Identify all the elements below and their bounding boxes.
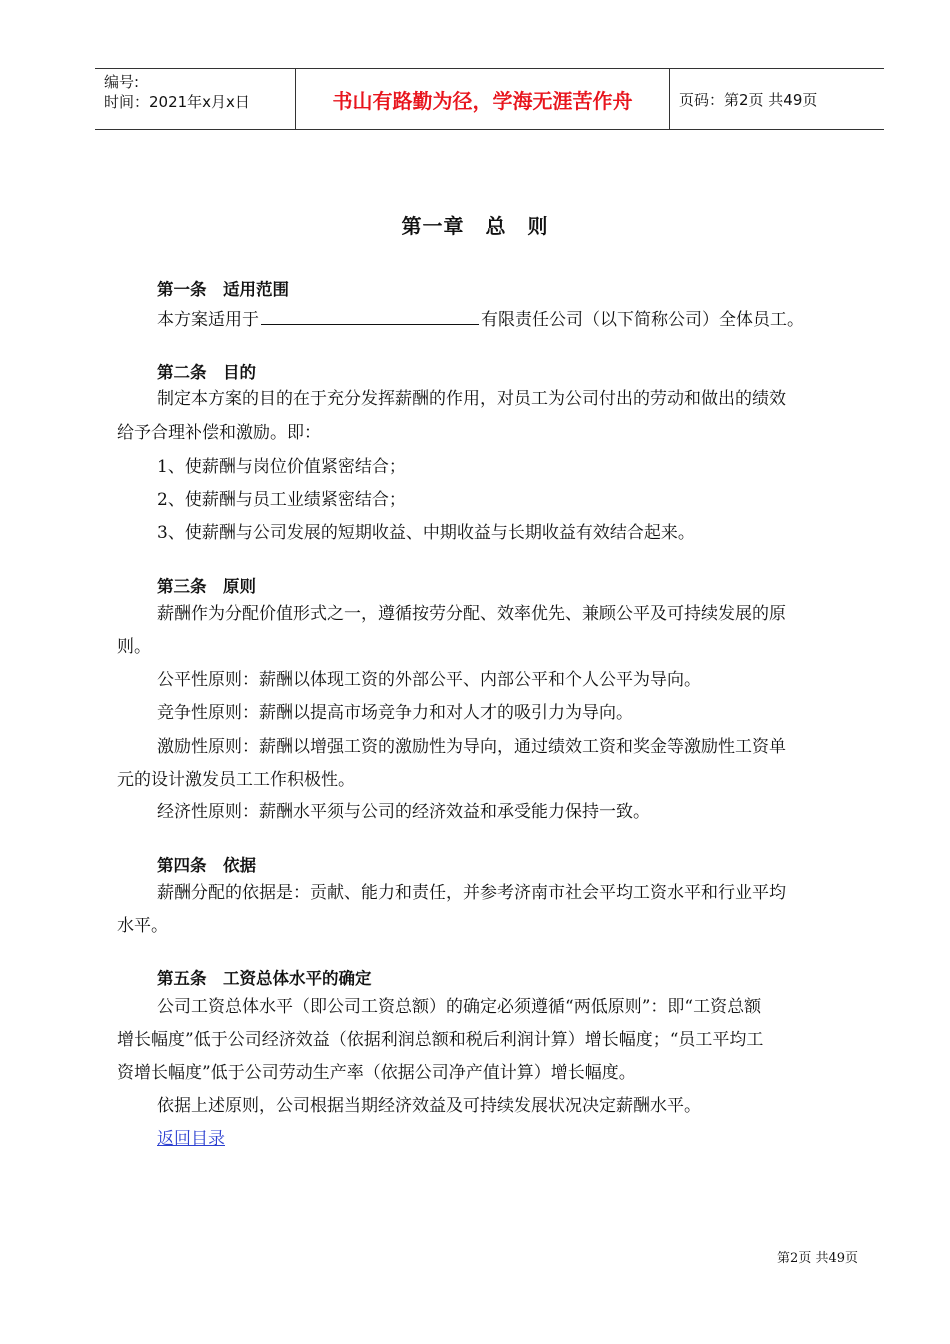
article-1-text (157, 307, 804, 332)
article-1-text-before: 本方案适用于 (157, 310, 259, 330)
article-5-heading: 第五条 工资总体水平的确定 (157, 969, 372, 988)
page-footer: 第2页 共49页 (777, 1251, 858, 1266)
chapter-title: 第一章 总 则 (401, 214, 549, 238)
article-4-heading: 第四条 依据 (157, 856, 256, 875)
list-item: 3、使薪酬与公司发展的短期收益、中期收益与长期收益有效结合起来。 (157, 523, 695, 543)
paragraph: 元的设计激发员工工作积极性。 (117, 770, 355, 790)
time-label: 时间：2021年x月x日 (104, 93, 250, 111)
paragraph: 经济性原则：薪酬水平须与公司的经济效益和承受能力保持一致。 (157, 802, 650, 822)
header-motto: 书山有路勤为径，学海无涯苦作舟 (332, 88, 633, 113)
paragraph: 薪酬分配的依据是：贡献、能力和责任，并参考济南市社会平均工资水平和行业平均 (157, 883, 786, 903)
paragraph: 激励性原则：薪酬以增强工资的激励性为导向，通过绩效工资和奖金等激励性工资单 (157, 737, 786, 757)
header-page-info: 页码：第2页 共49页 (679, 90, 818, 109)
article-1-heading: 第一条 适用范围 (157, 280, 289, 299)
paragraph: 公司工资总体水平（即公司工资总额）的确定必须遵循“两低原则”：即“工资总额 (157, 997, 762, 1017)
company-name-blank (261, 307, 479, 325)
paragraph: 则。 (117, 637, 151, 657)
article-2-heading: 第二条 目的 (157, 363, 256, 382)
page-header (95, 68, 884, 130)
paragraph: 竞争性原则：薪酬以提高市场竞争力和对人才的吸引力为导向。 (157, 703, 633, 723)
paragraph: 公平性原则：薪酬以体现工资的外部公平、内部公平和个人公平为导向。 (157, 670, 701, 690)
article-1-text-after: 有限责任公司（以下简称公司）全体员工。 (481, 310, 804, 330)
paragraph: 资增长幅度”低于公司劳动生产率（依据公司净产值计算）增长幅度。 (117, 1063, 636, 1083)
paragraph: 给予合理补偿和激励。即： (117, 423, 321, 443)
paragraph: 依据上述原则，公司根据当期经济效益及可持续发展状况决定薪酬水平。 (157, 1096, 701, 1116)
paragraph: 增长幅度”低于公司经济效益（依据利润总额和税后利润计算）增长幅度；“员工平均工 (117, 1030, 764, 1050)
list-item: 1、使薪酬与岗位价值紧密结合； (157, 457, 406, 477)
header-divider (669, 69, 670, 129)
number-label: 编号: (104, 73, 140, 91)
header-left (104, 72, 250, 112)
article-3-heading: 第三条 原则 (157, 577, 256, 596)
paragraph: 制定本方案的目的在于充分发挥薪酬的作用，对员工为公司付出的劳动和做出的绩效 (157, 389, 786, 409)
list-item: 2、使薪酬与员工业绩紧密结合； (157, 490, 406, 510)
paragraph: 薪酬作为分配价值形式之一，遵循按劳分配、效率优先、兼顾公平及可持续发展的原 (157, 604, 786, 624)
paragraph: 水平。 (117, 916, 168, 936)
back-to-contents-link[interactable]: 返回目录 (157, 1129, 225, 1149)
